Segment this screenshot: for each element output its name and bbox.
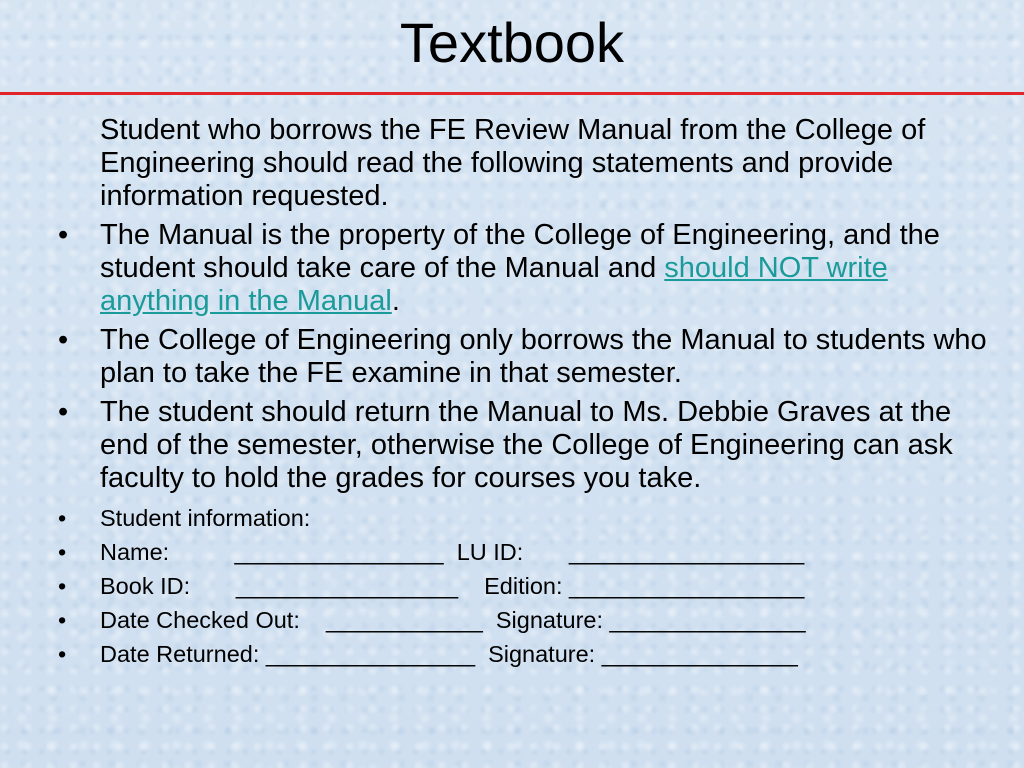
date-returned-field-label: Date Returned: ________________ <box>100 641 489 667</box>
slide-title: Textbook <box>399 11 625 74</box>
bullet-icon: • <box>58 396 69 428</box>
book-id-field-label: Book ID: _________________ <box>100 573 485 599</box>
bullet-icon: • <box>58 505 67 531</box>
student-info-label: Student information: <box>100 505 311 531</box>
bullet-icon: • <box>58 219 69 251</box>
bullet-icon: • <box>58 539 67 565</box>
bullet-icon: • <box>58 324 69 356</box>
no-writing-link[interactable]: should NOT write anything in the Manual <box>100 252 888 317</box>
bullet-borrow-policy <box>58 324 988 390</box>
field-row-date-checked-out <box>58 603 988 637</box>
bullet-borrow-policy-text: The College of Engineering only borrows the Manual to students who plan to take the FE examine in that semester. <box>100 324 987 389</box>
field-row-date-returned <box>58 637 988 671</box>
bullet-property-end: . <box>391 285 400 317</box>
title-divider <box>0 92 1024 95</box>
student-info-heading <box>58 501 988 535</box>
intro-text: Student who borrows the FE Review Manual from the College of Engineering should read the following statements and provide information requested. <box>100 114 926 212</box>
slide-body <box>58 114 988 671</box>
edition-field-label: Edition: __________________ <box>484 573 805 599</box>
date-checked-out-field-label: Date Checked Out: ____________ <box>100 607 496 633</box>
name-field-label: Name: ________________ <box>100 539 457 565</box>
field-row-name <box>58 535 988 569</box>
bullet-icon: • <box>58 641 67 667</box>
bullet-property-text: The Manual is the property of the College of Engineering, and the student should take care of the Manual and <box>100 219 940 284</box>
bullet-icon: • <box>58 607 67 633</box>
lu-id-field-label: LU ID: __________________ <box>456 539 805 565</box>
bullet-icon: • <box>58 573 67 599</box>
field-row-book-id <box>58 569 988 603</box>
intro-paragraph <box>58 114 988 213</box>
checkout-signature-field-label: Signature: _______________ <box>495 607 806 633</box>
bullet-return-policy <box>58 396 988 495</box>
return-signature-field-label: Signature: _______________ <box>488 641 798 667</box>
bullet-property <box>58 219 988 318</box>
bullet-return-policy-text: The student should return the Manual to Ms. Debbie Graves at the end of the semester, otherwise the College of Engineering can ask faculty to hold the grades for courses you take. <box>100 396 953 494</box>
